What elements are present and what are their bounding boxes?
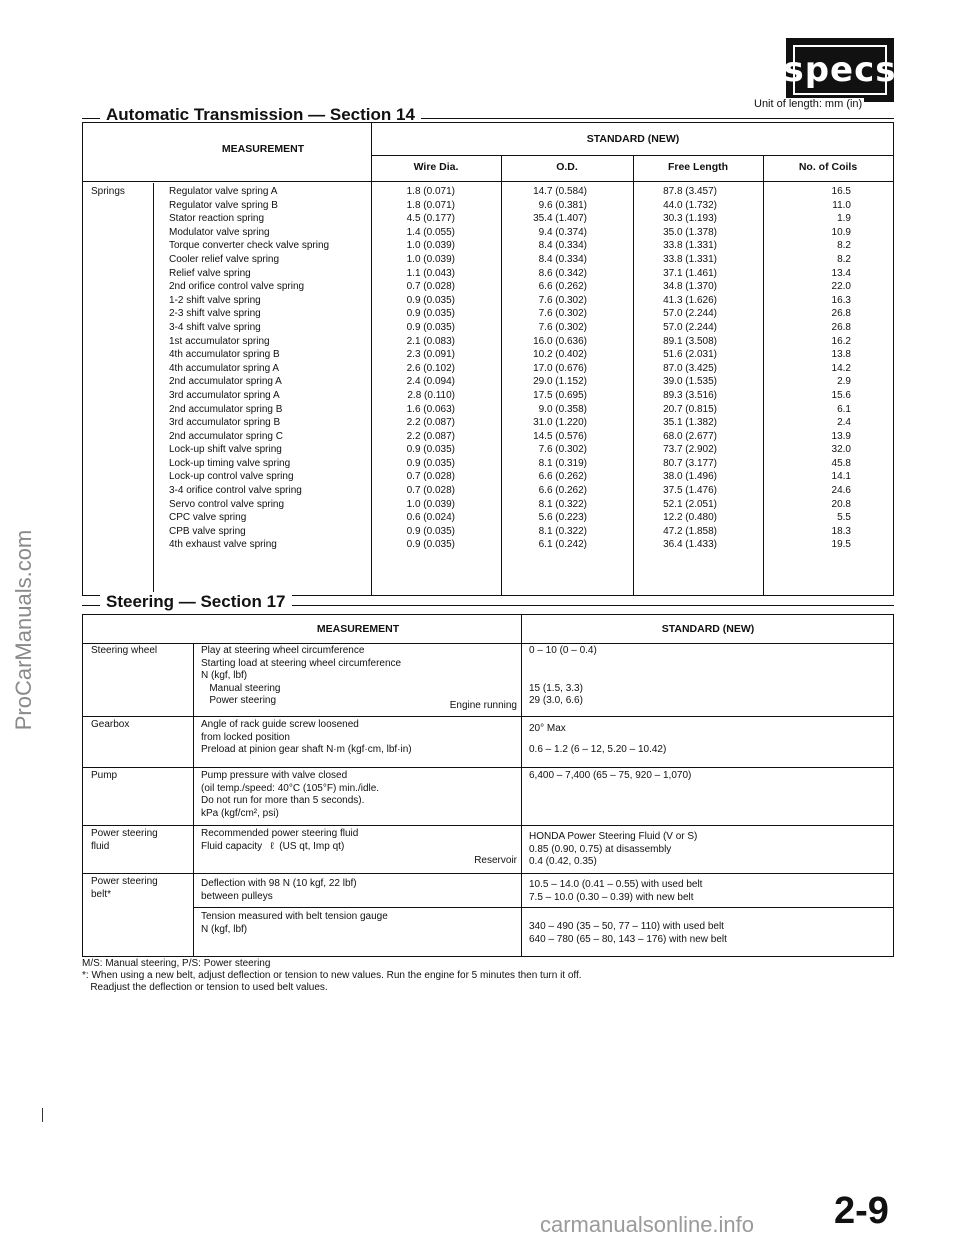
measure-line: Play at steering wheel circumference: [201, 645, 365, 656]
table-cell: Cooler relief valve spring: [169, 253, 280, 265]
engine-running-note: Engine running: [449, 700, 517, 711]
table-cell: 8.4 (0.334): [538, 240, 587, 252]
divider: [83, 767, 893, 768]
measure-line: Angle of rack guide screw loosened: [201, 719, 359, 730]
transmission-table: [82, 122, 894, 596]
table-cell: 16.5: [831, 186, 851, 197]
table-cell: 26.8: [831, 321, 851, 333]
measure-line: Deflection with 98 N (10 kgf, 22 lbf): [201, 878, 357, 889]
table-cell: 9.0 (0.358): [538, 403, 587, 415]
table-cell: 26.8: [831, 308, 851, 320]
table-cell: 41.3 (1.626): [663, 294, 717, 306]
table-cell: 30.3 (1.193): [663, 213, 717, 225]
footnote-abbrev: M/S: Manual steering, P/S: Power steering: [82, 958, 271, 969]
table-cell: 0.9 (0.035): [406, 444, 455, 456]
table-cell: 0.9 (0.035): [406, 321, 455, 333]
table-cell: 0.9 (0.035): [406, 539, 455, 551]
table-cell: 16.3: [831, 294, 851, 306]
gearbox-measurement: [201, 719, 412, 757]
free-length-values: [635, 185, 717, 552]
table-cell: 45.8: [831, 457, 851, 469]
side-watermark-text: ProCarManuals.com: [11, 529, 36, 731]
table-cell: 37.5 (1.476): [663, 485, 717, 497]
table-cell: 4th accumulator spring A: [169, 362, 280, 374]
footnote-belt-cont: Readjust the deflection or tension to used belt values.: [82, 982, 328, 993]
table-cell: Lock-up control valve spring: [169, 471, 294, 483]
unit-note: Unit of length: mm (in): [754, 98, 863, 110]
ps-fluid-measurement: [201, 828, 358, 853]
table-cell: 16.0 (0.636): [533, 335, 587, 347]
divider: [153, 183, 154, 595]
measure-line: Starting load at steering wheel circumference: [201, 657, 402, 669]
table-cell: 38.0 (1.496): [663, 471, 717, 483]
divider: [633, 155, 634, 595]
table-cell: 13.9: [831, 430, 851, 442]
row-label-line: Power steering: [91, 876, 158, 887]
table-cell: 52.1 (2.051): [663, 498, 717, 510]
table-cell: 0.9 (0.035): [406, 308, 455, 320]
table-cell: 5.6 (0.223): [538, 512, 587, 524]
measure-line: N (kgf, lbf): [201, 670, 248, 681]
table-cell: 7.6 (0.302): [538, 308, 587, 320]
standard-line: 0.4 (0.42, 0.35): [529, 856, 597, 867]
ps-fluid-standard: [529, 831, 697, 869]
table-cell: 35.1 (1.382): [663, 417, 717, 429]
table-cell: 36.4 (1.433): [663, 539, 717, 551]
table-cell: 0.7 (0.028): [406, 281, 455, 293]
table-cell: 2.2 (0.087): [406, 417, 455, 429]
pump-measurement: [201, 770, 379, 820]
table-cell: 2.4: [837, 417, 851, 429]
table-cell: 18.3: [831, 525, 851, 537]
table-cell: 29.0 (1.152): [533, 376, 587, 388]
divider: [83, 181, 893, 182]
table-cell: 8.2: [837, 240, 851, 252]
table-cell: 3-4 orifice control valve spring: [169, 485, 302, 497]
springs-label: Springs: [91, 186, 125, 197]
gearbox-standard: [529, 723, 666, 756]
row-label-gearbox: [91, 719, 129, 732]
table-cell: 14.1: [831, 471, 851, 483]
measure-line: Do not run for more than 5 seconds).: [201, 795, 365, 806]
table-cell: 6.1 (0.242): [538, 539, 587, 551]
standard-line: 340 – 490 (35 – 50, 77 – 110) with used belt: [529, 921, 724, 932]
table-cell: 14.2: [831, 362, 851, 374]
standard-line: 0 – 10 (0 – 0.4): [529, 645, 597, 656]
col-header-coils: No. of Coils: [798, 161, 858, 173]
measure-line: (oil temp./speed: 40°C (105°F) min./idle.: [201, 782, 380, 794]
measure-line: Power steering: [201, 695, 277, 706]
table-cell: 2nd orifice control valve spring: [169, 281, 305, 293]
belt-deflection-standard: [529, 879, 702, 904]
belt-tension-standard: [529, 921, 727, 946]
table-cell: 14.5 (0.576): [533, 430, 587, 442]
standard-line: 20° Max: [529, 723, 566, 734]
table-cell: 20.8: [831, 498, 851, 510]
standard-line: 0.85 (0.90, 0.75) at disassembly: [529, 843, 672, 855]
table-cell: 1.9: [837, 213, 851, 225]
measure-line: Recommended power steering fluid: [201, 828, 359, 839]
table-cell: 73.7 (2.902): [663, 444, 717, 456]
table-cell: 6.1: [837, 403, 851, 415]
divider: [193, 907, 893, 908]
table-cell: 39.0 (1.535): [663, 376, 717, 388]
col-header-free-length: Free Length: [667, 161, 729, 173]
standard-line: [529, 670, 597, 683]
steering-wheel-standard: [529, 645, 597, 708]
table-cell: 9.4 (0.374): [538, 226, 587, 238]
divider: [371, 155, 893, 156]
table-cell: 1.8 (0.071): [406, 186, 455, 197]
table-cell: 5.5: [837, 512, 851, 524]
table-cell: 68.0 (2.677): [663, 430, 717, 442]
table-cell: 80.7 (3.177): [663, 457, 717, 469]
standard-line: 6,400 – 7,400 (65 – 75, 920 – 1,070): [529, 770, 692, 781]
table-cell: 13.4: [831, 267, 851, 279]
row-label-line: Gearbox: [91, 719, 130, 730]
table-cell: 7.6 (0.302): [538, 294, 587, 306]
table-cell: 34.8 (1.370): [663, 281, 717, 293]
table-cell: Regulator valve spring B: [169, 199, 278, 211]
table-cell: 8.1 (0.322): [538, 498, 587, 510]
bottom-watermark: carmanualsonline.info: [540, 1212, 755, 1237]
table-cell: 4th accumulator spring B: [169, 349, 280, 361]
table-cell: 89.3 (3.516): [663, 389, 717, 401]
table-cell: 4.5 (0.177): [406, 213, 455, 225]
divider: [83, 716, 893, 717]
table-cell: 57.0 (2.244): [663, 308, 717, 320]
divider: [83, 643, 893, 644]
standard-line: [529, 736, 666, 744]
table-cell: 2.6 (0.102): [406, 362, 455, 374]
specs-badge: specs: [786, 38, 894, 102]
wire-dia-values: [373, 185, 455, 552]
table-cell: 2nd accumulator spring A: [169, 376, 282, 388]
table-cell: 1.0 (0.039): [406, 498, 455, 510]
table-cell: 37.1 (1.461): [663, 267, 717, 279]
measurement-header: MEASUREMENT: [221, 143, 305, 155]
table-cell: 47.2 (1.858): [663, 525, 717, 537]
table-cell: 2-3 shift valve spring: [169, 308, 261, 320]
table-cell: 1.6 (0.063): [406, 403, 455, 415]
table-cell: 2.4 (0.094): [406, 376, 455, 388]
table-cell: 0.7 (0.028): [406, 471, 455, 483]
col-header-od: O.D.: [556, 161, 578, 173]
steering-wheel-measurement: [201, 645, 401, 708]
measure-line: Preload at pinion gear shaft N·m (kgf·cm, lbf·in): [201, 744, 412, 755]
transmission-title: Automatic Transmission — Section 14: [100, 105, 421, 125]
standard-line: 10.5 – 14.0 (0.41 – 0.55) with used belt: [529, 879, 703, 890]
table-cell: 24.6: [831, 485, 851, 497]
table-cell: 2.3 (0.091): [406, 349, 455, 361]
steering-title: Steering — Section 17: [100, 592, 292, 612]
table-cell: 14.7 (0.584): [533, 186, 587, 197]
row-label-line: Steering wheel: [91, 645, 158, 656]
table-cell: 0.9 (0.035): [406, 525, 455, 537]
row-label-line: belt*: [91, 888, 112, 900]
col-header-wire-dia: Wire Dia.: [413, 161, 459, 173]
table-cell: 6.6 (0.262): [538, 471, 587, 483]
page-number: 2-9: [834, 1190, 889, 1232]
table-cell: 10.2 (0.402): [533, 349, 587, 361]
measure-line: N (kgf, lbf): [201, 923, 248, 935]
table-cell: 6.6 (0.262): [538, 485, 587, 497]
table-cell: CPB valve spring: [169, 525, 246, 537]
table-cell: 13.8: [831, 349, 851, 361]
table-cell: CPC valve spring: [169, 512, 247, 524]
steering-measurement-header: MEASUREMENT: [316, 623, 400, 635]
table-cell: 1.1 (0.043): [406, 267, 455, 279]
table-cell: 3-4 shift valve spring: [169, 321, 261, 333]
standard-line: [529, 658, 597, 671]
table-cell: 9.6 (0.381): [538, 199, 587, 211]
belt-tension-measurement: [201, 911, 388, 936]
row-label-line: fluid: [91, 840, 110, 852]
standard-line: 0.6 – 1.2 (6 – 12, 5.20 – 10.42): [529, 743, 667, 755]
table-cell: 57.0 (2.244): [663, 321, 717, 333]
table-cell: 2nd accumulator spring B: [169, 403, 283, 415]
row-label-pump: [91, 770, 117, 783]
table-cell: 2.8 (0.110): [407, 389, 455, 401]
row-label-ps-belt: [91, 876, 158, 901]
footnote-belt: *: When using a new belt, adjust deflection or tension to new values. Run the engine for 5 minutes then turn it off.: [82, 970, 582, 981]
standard-line: 15 (1.5, 3.3): [529, 682, 583, 694]
measure-line: from locked position: [201, 731, 290, 743]
table-cell: 1-2 shift valve spring: [169, 294, 261, 306]
table-cell: Servo control valve spring: [169, 498, 285, 510]
table-cell: 7.6 (0.302): [538, 321, 587, 333]
standard-line: 640 – 780 (65 – 80, 143 – 176) with new belt: [529, 933, 727, 945]
divider: [193, 643, 194, 956]
table-cell: 0.9 (0.035): [406, 457, 455, 469]
table-cell: 35.4 (1.407): [533, 213, 587, 225]
standard-line: 29 (3.0, 6.6): [529, 695, 583, 706]
side-watermark: [4, 480, 44, 780]
table-cell: 3rd accumulator spring A: [169, 389, 280, 401]
table-cell: 33.8 (1.331): [663, 240, 717, 252]
table-cell: 2.1 (0.083): [406, 335, 455, 347]
table-cell: 89.1 (3.508): [663, 335, 717, 347]
divider: [83, 825, 893, 826]
table-cell: 6.6 (0.262): [538, 281, 587, 293]
table-cell: Torque converter check valve spring: [169, 240, 330, 252]
coil-values: [773, 185, 851, 552]
table-cell: 87.8 (3.457): [663, 186, 717, 197]
table-cell: 1st accumulator spring: [169, 335, 270, 347]
table-cell: 2nd accumulator spring C: [169, 430, 283, 442]
table-cell: Lock-up timing valve spring: [169, 457, 291, 469]
table-cell: 51.6 (2.031): [663, 349, 717, 361]
stray-mark: [42, 1108, 43, 1122]
reservoir-note: Reservoir: [474, 855, 517, 866]
table-cell: 12.2 (0.480): [663, 512, 717, 524]
table-cell: 0.7 (0.028): [406, 485, 455, 497]
table-cell: Modulator valve spring: [169, 226, 270, 238]
steering-standard-header: STANDARD (NEW): [661, 623, 755, 635]
measure-line: Tension measured with belt tension gauge: [201, 911, 388, 922]
standard-line: HONDA Power Steering Fluid (V or S): [529, 831, 698, 842]
measure-line: Pump pressure with valve closed: [201, 770, 348, 781]
table-cell: 2.2 (0.087): [406, 430, 455, 442]
table-cell: Regulator valve spring A: [169, 186, 278, 197]
table-cell: Lock-up shift valve spring: [169, 444, 282, 456]
table-cell: 19.5: [831, 539, 851, 551]
table-cell: 3rd accumulator spring B: [169, 417, 281, 429]
table-cell: 35.0 (1.378): [663, 226, 717, 238]
table-cell: 8.6 (0.342): [538, 267, 587, 279]
row-label-steering-wheel: [91, 645, 157, 658]
measure-line: Manual steering: [201, 682, 281, 694]
table-cell: 0.9 (0.035): [406, 294, 455, 306]
standard-line: 7.5 – 10.0 (0.30 – 0.39) with new belt: [529, 891, 694, 903]
table-cell: Stator reaction spring: [169, 213, 265, 225]
table-cell: 16.2: [831, 335, 851, 347]
pump-standard: [529, 770, 691, 783]
table-cell: 2.9: [837, 376, 851, 388]
table-cell: Relief valve spring: [169, 267, 251, 279]
row-label-line: Pump: [91, 770, 118, 781]
measure-line: Fluid capacity ℓ (US qt, Imp qt): [201, 840, 345, 852]
table-cell: 7.6 (0.302): [538, 444, 587, 456]
standard-header: STANDARD (NEW): [586, 133, 680, 145]
row-label-ps-fluid: [91, 828, 158, 853]
table-cell: 22.0: [831, 281, 851, 293]
table-cell: 15.6: [831, 389, 851, 401]
belt-deflection-measurement: [201, 878, 357, 903]
table-cell: 31.0 (1.220): [533, 417, 587, 429]
spring-items: [169, 185, 329, 552]
divider: [521, 615, 522, 956]
table-cell: 33.8 (1.331): [663, 253, 717, 265]
table-cell: 1.0 (0.039): [406, 240, 455, 252]
table-cell: 0.6 (0.024): [406, 512, 455, 524]
divider: [83, 873, 893, 874]
steering-table: [82, 614, 894, 957]
table-cell: 17.5 (0.695): [533, 389, 587, 401]
measure-line: between pulleys: [201, 890, 273, 902]
table-cell: 8.2: [837, 253, 851, 265]
table-cell: 20.7 (0.815): [663, 403, 717, 415]
divider: [501, 155, 502, 595]
table-cell: 4th exhaust valve spring: [169, 539, 277, 551]
od-values: [503, 185, 587, 552]
table-cell: 87.0 (3.425): [663, 362, 717, 374]
table-cell: 44.0 (1.732): [663, 199, 717, 211]
table-cell: 8.1 (0.322): [538, 525, 587, 537]
row-label-line: Power steering: [91, 828, 158, 839]
table-cell: 11.0: [832, 199, 851, 211]
table-cell: 1.4 (0.055): [406, 226, 455, 238]
table-cell: 10.9: [831, 226, 851, 238]
table-cell: 17.0 (0.676): [533, 362, 587, 374]
table-cell: 1.0 (0.039): [406, 253, 455, 265]
divider: [371, 123, 372, 595]
table-cell: 32.0: [831, 444, 851, 456]
divider: [763, 155, 764, 595]
table-cell: 8.1 (0.319): [538, 457, 587, 469]
table-cell: 1.8 (0.071): [406, 199, 455, 211]
measure-line: kPa (kgf/cm², psi): [201, 807, 279, 819]
table-cell: 8.4 (0.334): [538, 253, 587, 265]
